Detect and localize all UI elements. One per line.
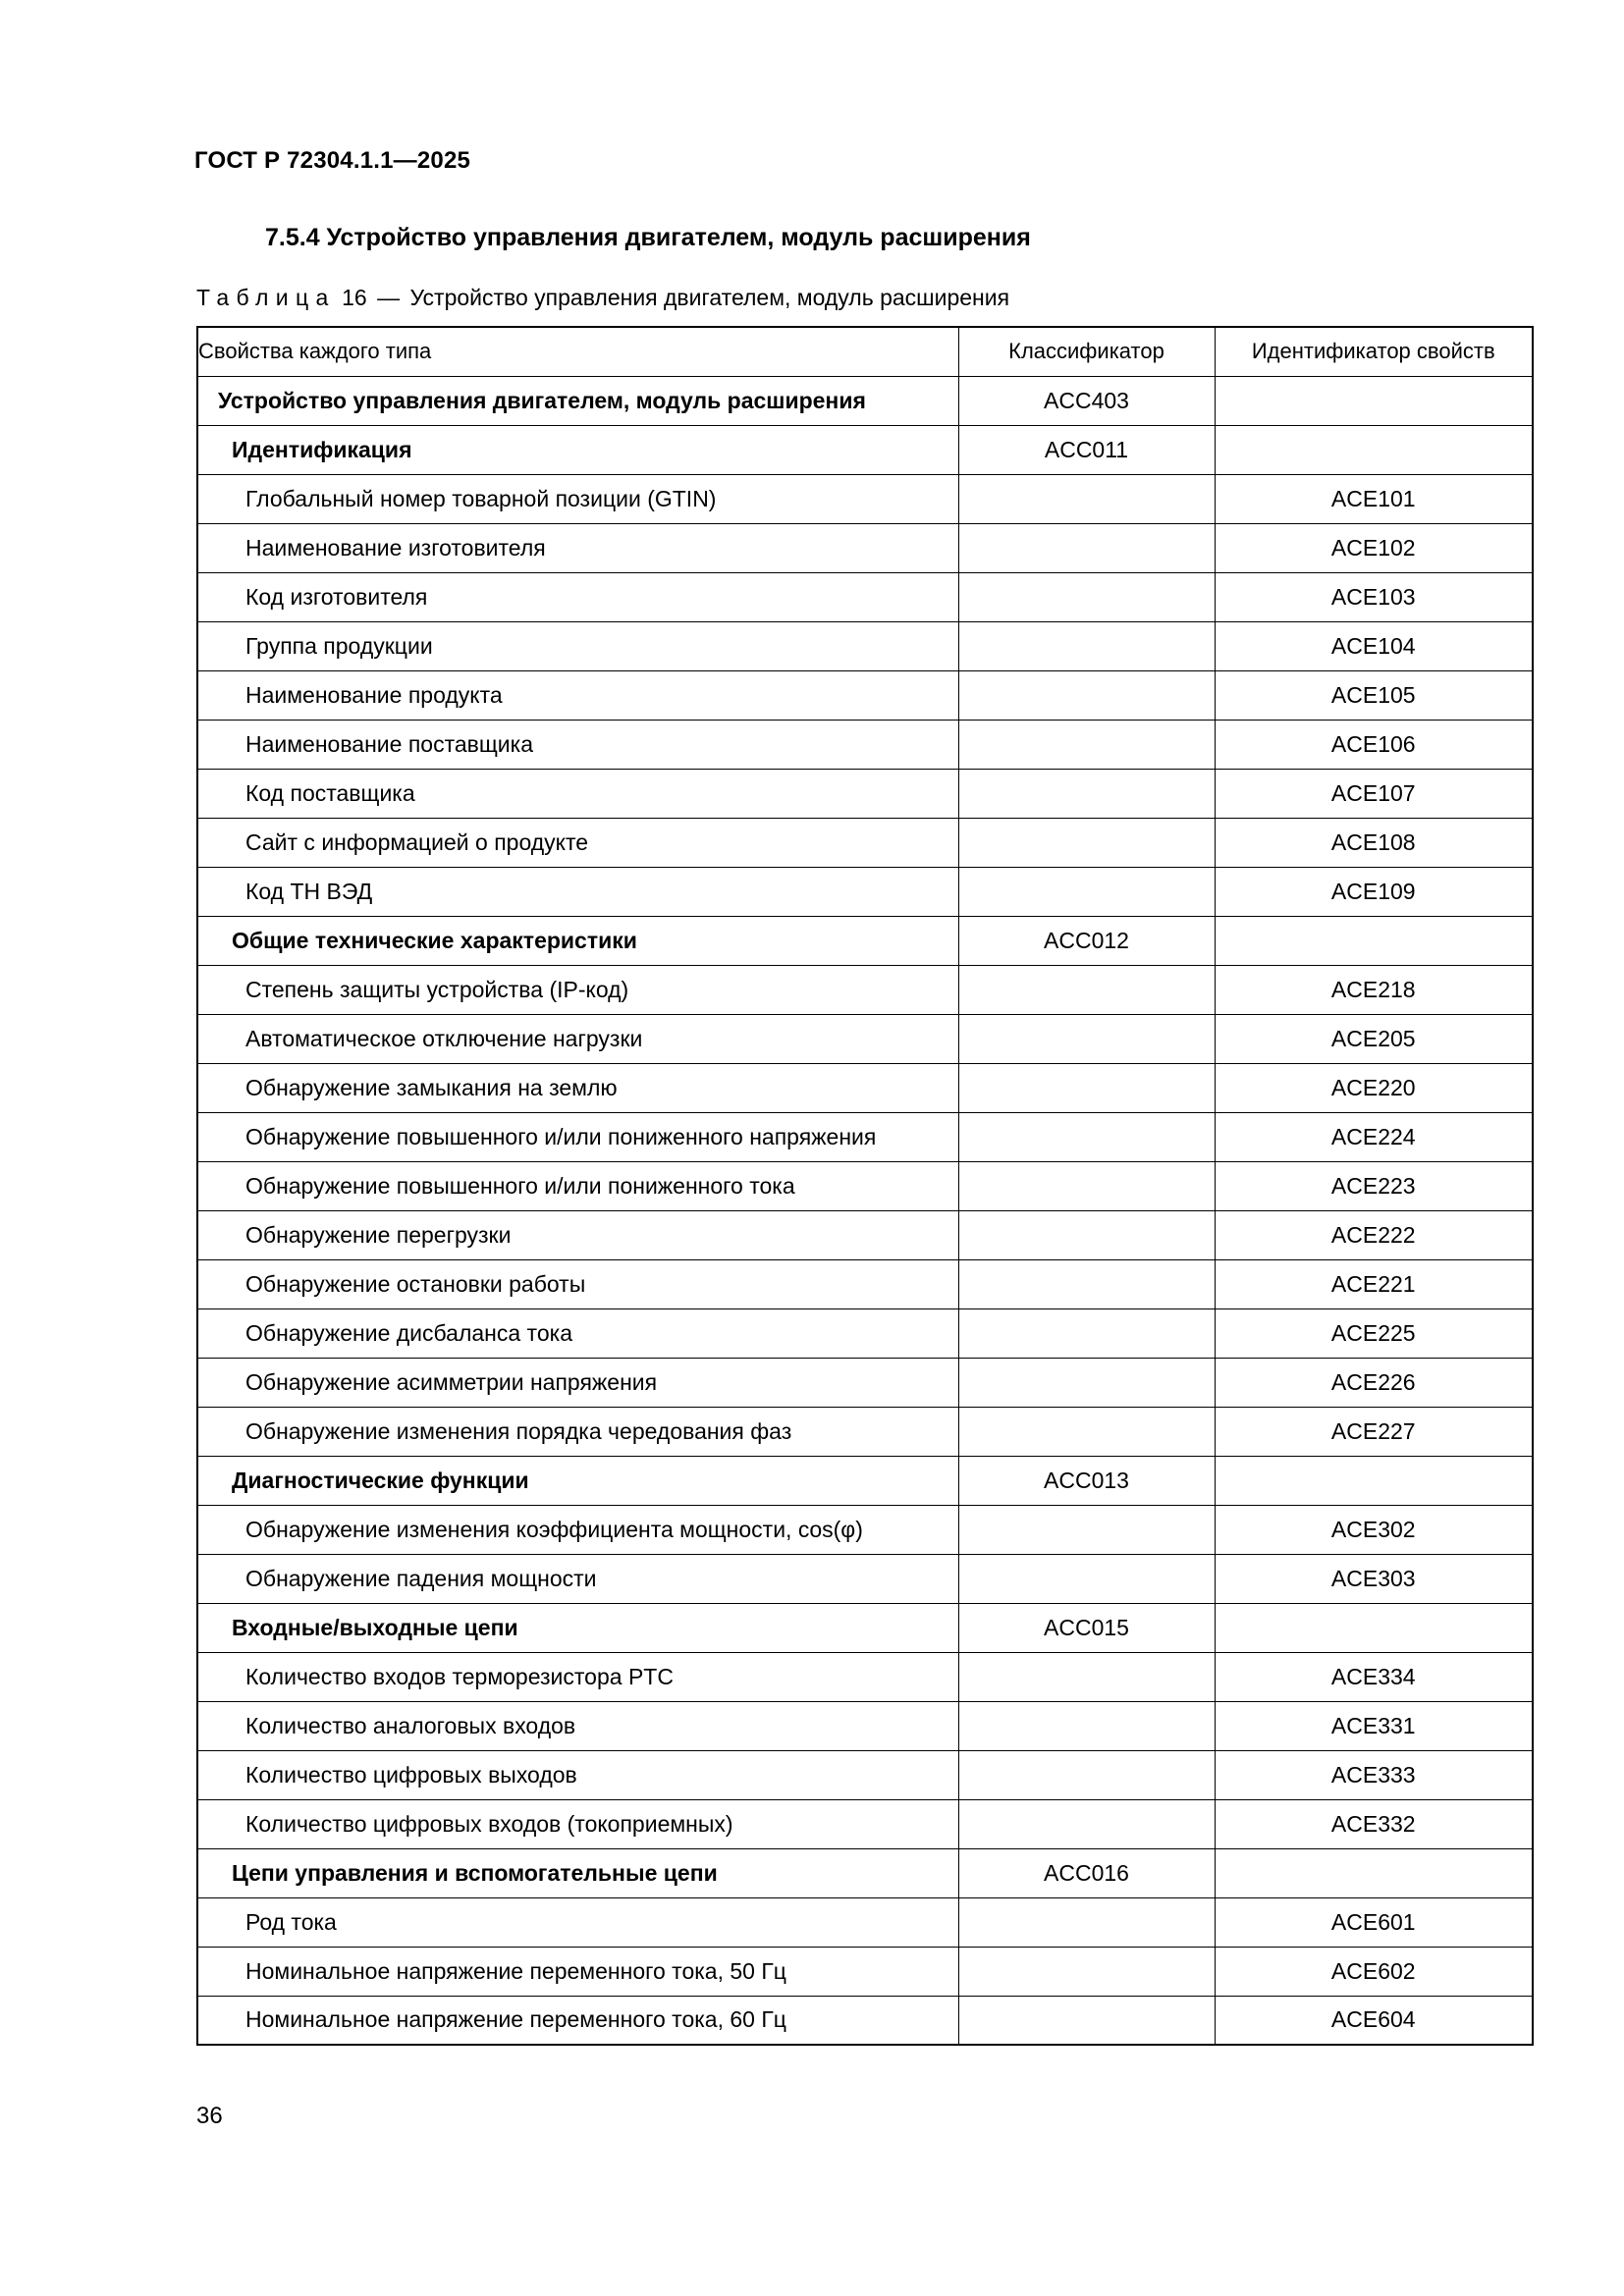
- identifier-cell: ACE102: [1215, 523, 1533, 572]
- classifier-cell: [958, 523, 1215, 572]
- table-caption-label: Таблица: [196, 285, 336, 310]
- classifier-cell: [958, 1112, 1215, 1161]
- table-row: [197, 1112, 1533, 1161]
- classifier-cell: [958, 1947, 1215, 1996]
- classifier-cell: ACC013: [958, 1456, 1215, 1505]
- property-cell: Идентификация: [197, 425, 958, 474]
- identifier-cell: ACE205: [1215, 1014, 1533, 1063]
- property-cell: Диагностические функции: [197, 1456, 958, 1505]
- classifier-cell: [958, 621, 1215, 670]
- property-cell: Сайт с информацией о продукте: [197, 818, 958, 867]
- table-row: [197, 1210, 1533, 1259]
- identifier-cell: ACE218: [1215, 965, 1533, 1014]
- table-caption-number: 16: [342, 285, 367, 310]
- identifier-cell: ACE225: [1215, 1308, 1533, 1358]
- identifier-cell: [1215, 376, 1533, 425]
- identifier-cell: ACE227: [1215, 1407, 1533, 1456]
- table-row: [197, 1652, 1533, 1701]
- classifier-cell: [958, 1407, 1215, 1456]
- identifier-cell: ACE109: [1215, 867, 1533, 916]
- table-caption-text: Устройство управления двигателем, модуль расширения: [409, 285, 1010, 310]
- identifier-cell: ACE226: [1215, 1358, 1533, 1407]
- classifier-cell: [958, 1701, 1215, 1750]
- table-row: [197, 1456, 1533, 1505]
- table-row: [197, 1603, 1533, 1652]
- table-row: [197, 425, 1533, 474]
- classifier-cell: [958, 720, 1215, 769]
- table-caption-separator: —: [377, 285, 401, 310]
- classifier-cell: [958, 1358, 1215, 1407]
- property-cell: Номинальное напряжение переменного тока, 60 Гц: [197, 1996, 958, 2045]
- page-number: 36: [196, 2103, 223, 2129]
- table-row: [197, 1259, 1533, 1308]
- property-cell: Обнаружение замыкания на землю: [197, 1063, 958, 1112]
- identifier-cell: ACE604: [1215, 1996, 1533, 2045]
- classifier-cell: [958, 474, 1215, 523]
- identifier-cell: [1215, 1456, 1533, 1505]
- table-row: [197, 474, 1533, 523]
- property-cell: Цепи управления и вспомогательные цепи: [197, 1848, 958, 1897]
- property-cell: Код поставщика: [197, 769, 958, 818]
- table-row: [197, 1554, 1533, 1603]
- classifier-cell: ACC016: [958, 1848, 1215, 1897]
- property-cell: Номинальное напряжение переменного тока, 50 Гц: [197, 1947, 958, 1996]
- property-cell: Обнаружение перегрузки: [197, 1210, 958, 1259]
- classifier-cell: [958, 867, 1215, 916]
- table-row: [197, 916, 1533, 965]
- classifier-cell: [958, 1259, 1215, 1308]
- table-row: [197, 376, 1533, 425]
- table-row: [197, 720, 1533, 769]
- property-cell: Группа продукции: [197, 621, 958, 670]
- classifier-cell: [958, 670, 1215, 720]
- table-row: [197, 572, 1533, 621]
- identifier-cell: ACE331: [1215, 1701, 1533, 1750]
- table-header-row: [197, 327, 1533, 376]
- classifier-cell: [958, 1897, 1215, 1947]
- classifier-cell: [958, 1652, 1215, 1701]
- classifier-cell: [958, 1210, 1215, 1259]
- identifier-cell: ACE220: [1215, 1063, 1533, 1112]
- identifier-cell: ACE105: [1215, 670, 1533, 720]
- identifier-cell: ACE106: [1215, 720, 1533, 769]
- identifier-cell: ACE101: [1215, 474, 1533, 523]
- classifier-cell: [958, 965, 1215, 1014]
- properties-table: [196, 326, 1534, 2046]
- table-row: [197, 965, 1533, 1014]
- section-heading: 7.5.4 Устройство управления двигателем, модуль расширения: [265, 224, 1031, 251]
- table-row: [197, 1308, 1533, 1358]
- identifier-cell: ACE224: [1215, 1112, 1533, 1161]
- property-cell: Обнаружение падения мощности: [197, 1554, 958, 1603]
- identifier-cell: [1215, 1603, 1533, 1652]
- property-cell: Род тока: [197, 1897, 958, 1947]
- classifier-cell: ACC011: [958, 425, 1215, 474]
- table-row: [197, 867, 1533, 916]
- property-cell: Наименование поставщика: [197, 720, 958, 769]
- table-caption: [196, 285, 1009, 311]
- property-cell: Обнаружение асимметрии напряжения: [197, 1358, 958, 1407]
- property-cell: Устройство управления двигателем, модуль расширения: [197, 376, 958, 425]
- table-row: [197, 1505, 1533, 1554]
- identifier-cell: ACE103: [1215, 572, 1533, 621]
- classifier-cell: [958, 1014, 1215, 1063]
- property-cell: Обнаружение дисбаланса тока: [197, 1308, 958, 1358]
- property-cell: Количество цифровых входов (токоприемных): [197, 1799, 958, 1848]
- property-cell: Степень защиты устройства (IP-код): [197, 965, 958, 1014]
- table-row: [197, 1848, 1533, 1897]
- table-body: [197, 376, 1533, 2045]
- classifier-cell: ACC403: [958, 376, 1215, 425]
- classifier-cell: [958, 1554, 1215, 1603]
- classifier-cell: [958, 1750, 1215, 1799]
- property-cell: Автоматическое отключение нагрузки: [197, 1014, 958, 1063]
- table-row: [197, 1996, 1533, 2045]
- classifier-cell: [958, 1799, 1215, 1848]
- classifier-cell: [958, 818, 1215, 867]
- classifier-cell: [958, 1308, 1215, 1358]
- table-row: [197, 1407, 1533, 1456]
- classifier-cell: [958, 1161, 1215, 1210]
- property-cell: Наименование изготовителя: [197, 523, 958, 572]
- identifier-cell: ACE333: [1215, 1750, 1533, 1799]
- table-row: [197, 818, 1533, 867]
- identifier-cell: ACE332: [1215, 1799, 1533, 1848]
- classifier-cell: [958, 572, 1215, 621]
- classifier-cell: ACC015: [958, 1603, 1215, 1652]
- property-cell: Обнаружение изменения порядка чередования фаз: [197, 1407, 958, 1456]
- classifier-cell: [958, 1063, 1215, 1112]
- table-row: [197, 1358, 1533, 1407]
- column-header-properties: Свойства каждого типа: [197, 327, 958, 376]
- column-header-classifier: Классификатор: [958, 327, 1215, 376]
- property-cell: Входные/выходные цепи: [197, 1603, 958, 1652]
- classifier-cell: [958, 1996, 1215, 2045]
- table-row: [197, 1750, 1533, 1799]
- classifier-cell: ACC012: [958, 916, 1215, 965]
- classifier-cell: [958, 1505, 1215, 1554]
- identifier-cell: ACE303: [1215, 1554, 1533, 1603]
- identifier-cell: ACE223: [1215, 1161, 1533, 1210]
- identifier-cell: ACE221: [1215, 1259, 1533, 1308]
- table-row: [197, 1701, 1533, 1750]
- property-cell: Обнаружение остановки работы: [197, 1259, 958, 1308]
- table-row: [197, 769, 1533, 818]
- property-cell: Код изготовителя: [197, 572, 958, 621]
- property-cell: Глобальный номер товарной позиции (GTIN): [197, 474, 958, 523]
- table-row: [197, 1161, 1533, 1210]
- table-row: [197, 1897, 1533, 1947]
- property-cell: Обнаружение повышенного и/или пониженного напряжения: [197, 1112, 958, 1161]
- property-cell: Количество входов терморезистора PTC: [197, 1652, 958, 1701]
- identifier-cell: [1215, 425, 1533, 474]
- document-header: ГОСТ Р 72304.1.1—2025: [194, 147, 471, 174]
- identifier-cell: ACE222: [1215, 1210, 1533, 1259]
- classifier-cell: [958, 769, 1215, 818]
- property-cell: Обнаружение повышенного и/или пониженного тока: [197, 1161, 958, 1210]
- identifier-cell: ACE104: [1215, 621, 1533, 670]
- property-cell: Количество аналоговых входов: [197, 1701, 958, 1750]
- column-header-identifier: Идентификатор свойств: [1215, 327, 1533, 376]
- identifier-cell: ACE601: [1215, 1897, 1533, 1947]
- table-row: [197, 621, 1533, 670]
- property-cell: Код ТН ВЭД: [197, 867, 958, 916]
- property-cell: Обнаружение изменения коэффициента мощности, cos(φ): [197, 1505, 958, 1554]
- identifier-cell: ACE302: [1215, 1505, 1533, 1554]
- property-cell: Общие технические характеристики: [197, 916, 958, 965]
- identifier-cell: ACE334: [1215, 1652, 1533, 1701]
- table-row: [197, 1799, 1533, 1848]
- table-row: [197, 1947, 1533, 1996]
- identifier-cell: ACE602: [1215, 1947, 1533, 1996]
- property-cell: Наименование продукта: [197, 670, 958, 720]
- table-row: [197, 523, 1533, 572]
- table-row: [197, 1014, 1533, 1063]
- identifier-cell: [1215, 916, 1533, 965]
- identifier-cell: ACE108: [1215, 818, 1533, 867]
- table-row: [197, 670, 1533, 720]
- identifier-cell: [1215, 1848, 1533, 1897]
- table-row: [197, 1063, 1533, 1112]
- identifier-cell: ACE107: [1215, 769, 1533, 818]
- property-cell: Количество цифровых выходов: [197, 1750, 958, 1799]
